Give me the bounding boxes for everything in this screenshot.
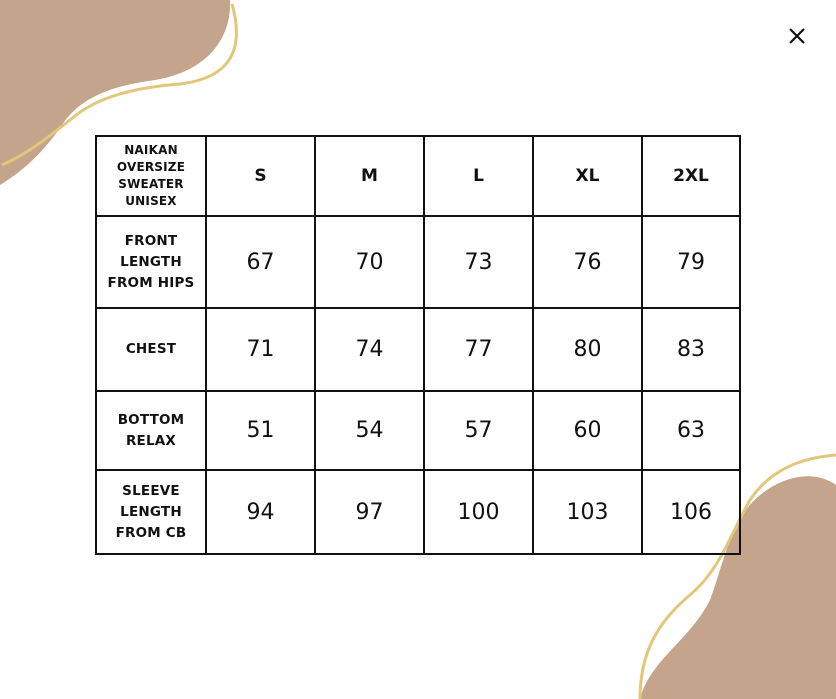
- value-cell: 57: [424, 391, 533, 470]
- size-header-s: S: [206, 136, 315, 216]
- value-cell: 54: [315, 391, 424, 470]
- close-icon: [788, 27, 806, 45]
- value-cell: 94: [206, 470, 315, 554]
- table-row: [96, 470, 740, 554]
- value-cell: 74: [315, 308, 424, 391]
- table-row: [96, 391, 740, 470]
- row-label-line: SLEEVE: [122, 482, 180, 499]
- value-cell: 83: [642, 308, 740, 391]
- size-chart-table: [95, 135, 741, 555]
- value-cell: 63: [642, 391, 740, 470]
- row-label-line: LENGTH: [120, 253, 182, 270]
- table-title-cell: [96, 136, 206, 216]
- row-label: [96, 391, 206, 470]
- row-label: [96, 470, 206, 554]
- size-header-m: M: [315, 136, 424, 216]
- value-cell: 100: [424, 470, 533, 554]
- table-title-line: SWEATER: [118, 177, 184, 191]
- row-label-line: BOTTOM: [117, 411, 185, 428]
- size-header-xl: XL: [533, 136, 642, 216]
- value-cell: 60: [533, 391, 642, 470]
- value-cell: 70: [315, 216, 424, 308]
- row-label-line: RELAX: [125, 432, 177, 449]
- value-cell: 103: [533, 470, 642, 554]
- table-row: [96, 216, 740, 308]
- row-label-line: FROM CB: [115, 524, 187, 541]
- size-header-2xl: 2XL: [642, 136, 740, 216]
- table-title-line: UNISEX: [125, 194, 177, 208]
- row-label-line: LENGTH: [120, 503, 182, 520]
- value-cell: 71: [206, 308, 315, 391]
- value-cell: 76: [533, 216, 642, 308]
- value-cell: 80: [533, 308, 642, 391]
- row-label-line: CHEST: [125, 341, 177, 357]
- table-header-row: [96, 136, 740, 216]
- value-cell: 77: [424, 308, 533, 391]
- size-header-l: L: [424, 136, 533, 216]
- value-cell: 51: [206, 391, 315, 470]
- value-cell: 97: [315, 470, 424, 554]
- row-label-line: FRONT: [124, 232, 178, 249]
- value-cell: 73: [424, 216, 533, 308]
- table-title-line: NAIKAN: [124, 143, 178, 157]
- table-title-line: OVERSIZE: [116, 160, 186, 174]
- value-cell: 106: [642, 470, 740, 554]
- row-label-line: FROM HIPS: [107, 274, 195, 291]
- close-button[interactable]: [783, 22, 811, 50]
- row-label: [96, 308, 206, 391]
- table-row: [96, 308, 740, 391]
- value-cell: 79: [642, 216, 740, 308]
- row-label: [96, 216, 206, 308]
- value-cell: 67: [206, 216, 315, 308]
